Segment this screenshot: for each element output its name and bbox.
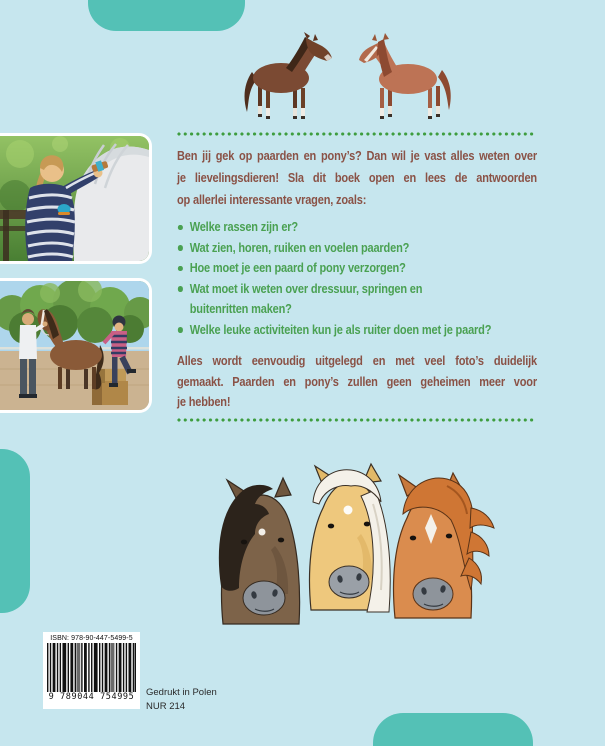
question-item [177,279,545,320]
outro-paragraph [177,351,537,413]
three-pony-heads-illustration [207,460,497,628]
isbn-label: ISBN: 978-90-447-5499-5 [50,635,133,642]
text-line: je hebben! [177,394,231,409]
barcode-number: 9 789044 754995 [48,692,135,702]
barcode [43,632,140,709]
photo-children-with-pony [0,278,152,413]
question-line: Welke leuke activiteiten kun je als ruiter doen met je paard? [189,321,492,337]
dotted-separator-top [177,132,534,136]
question-item [177,238,545,259]
question-line: Wat moet ik weten over dressuur, springen en [189,280,423,296]
printed-in-label: Gedrukt in Polen [146,687,217,698]
children-with-pony-image [0,281,149,410]
bottom-teal-shape [373,713,533,746]
chestnut-pony-illustration [359,33,451,119]
chestnut-pony-head [394,473,495,618]
text-line: Ben jij gek op paarden en pony’s? Dan wil je vast alles weten over [177,148,537,163]
question-line: buitenritten maken? [189,301,292,317]
left-teal-shape [0,449,30,613]
girl-grooming-horse-image [0,136,149,261]
question-item [177,258,545,279]
imprint [146,686,217,713]
text-line: Alles wordt eenvoudig uitgelegd en met veel foto’s duidelijk [177,353,537,368]
text-line: gemaakt. Paarden en pony’s zullen geen geheimen meer voor [177,373,537,389]
text-line: op allerlei interessante vragen, zoals: [177,192,367,207]
nur-code-label: NUR 214 [146,700,186,712]
question-item [177,217,545,238]
question-line: Hoe moet je een paard of pony verzorgen? [189,260,406,276]
photo-girl-grooming-horse [0,133,152,264]
dark-pony-head [219,478,300,624]
question-line: Welke rassen zijn er? [189,219,298,234]
questions-list [177,217,545,341]
text-line: je lievelingsdieren! Sla dit boek open en lees de antwoorden [177,170,537,185]
two-horses-illustration [238,32,456,126]
bay-horse-illustration [245,32,332,119]
question-line: Wat zien, horen, ruiken en voelen paarden? [189,239,410,255]
barcode-bars [47,643,136,692]
question-item [177,320,545,341]
intro-paragraph [177,145,537,211]
dotted-separator-bottom [177,418,534,422]
top-teal-shape [88,0,245,31]
palomino-pony-head [310,464,391,612]
